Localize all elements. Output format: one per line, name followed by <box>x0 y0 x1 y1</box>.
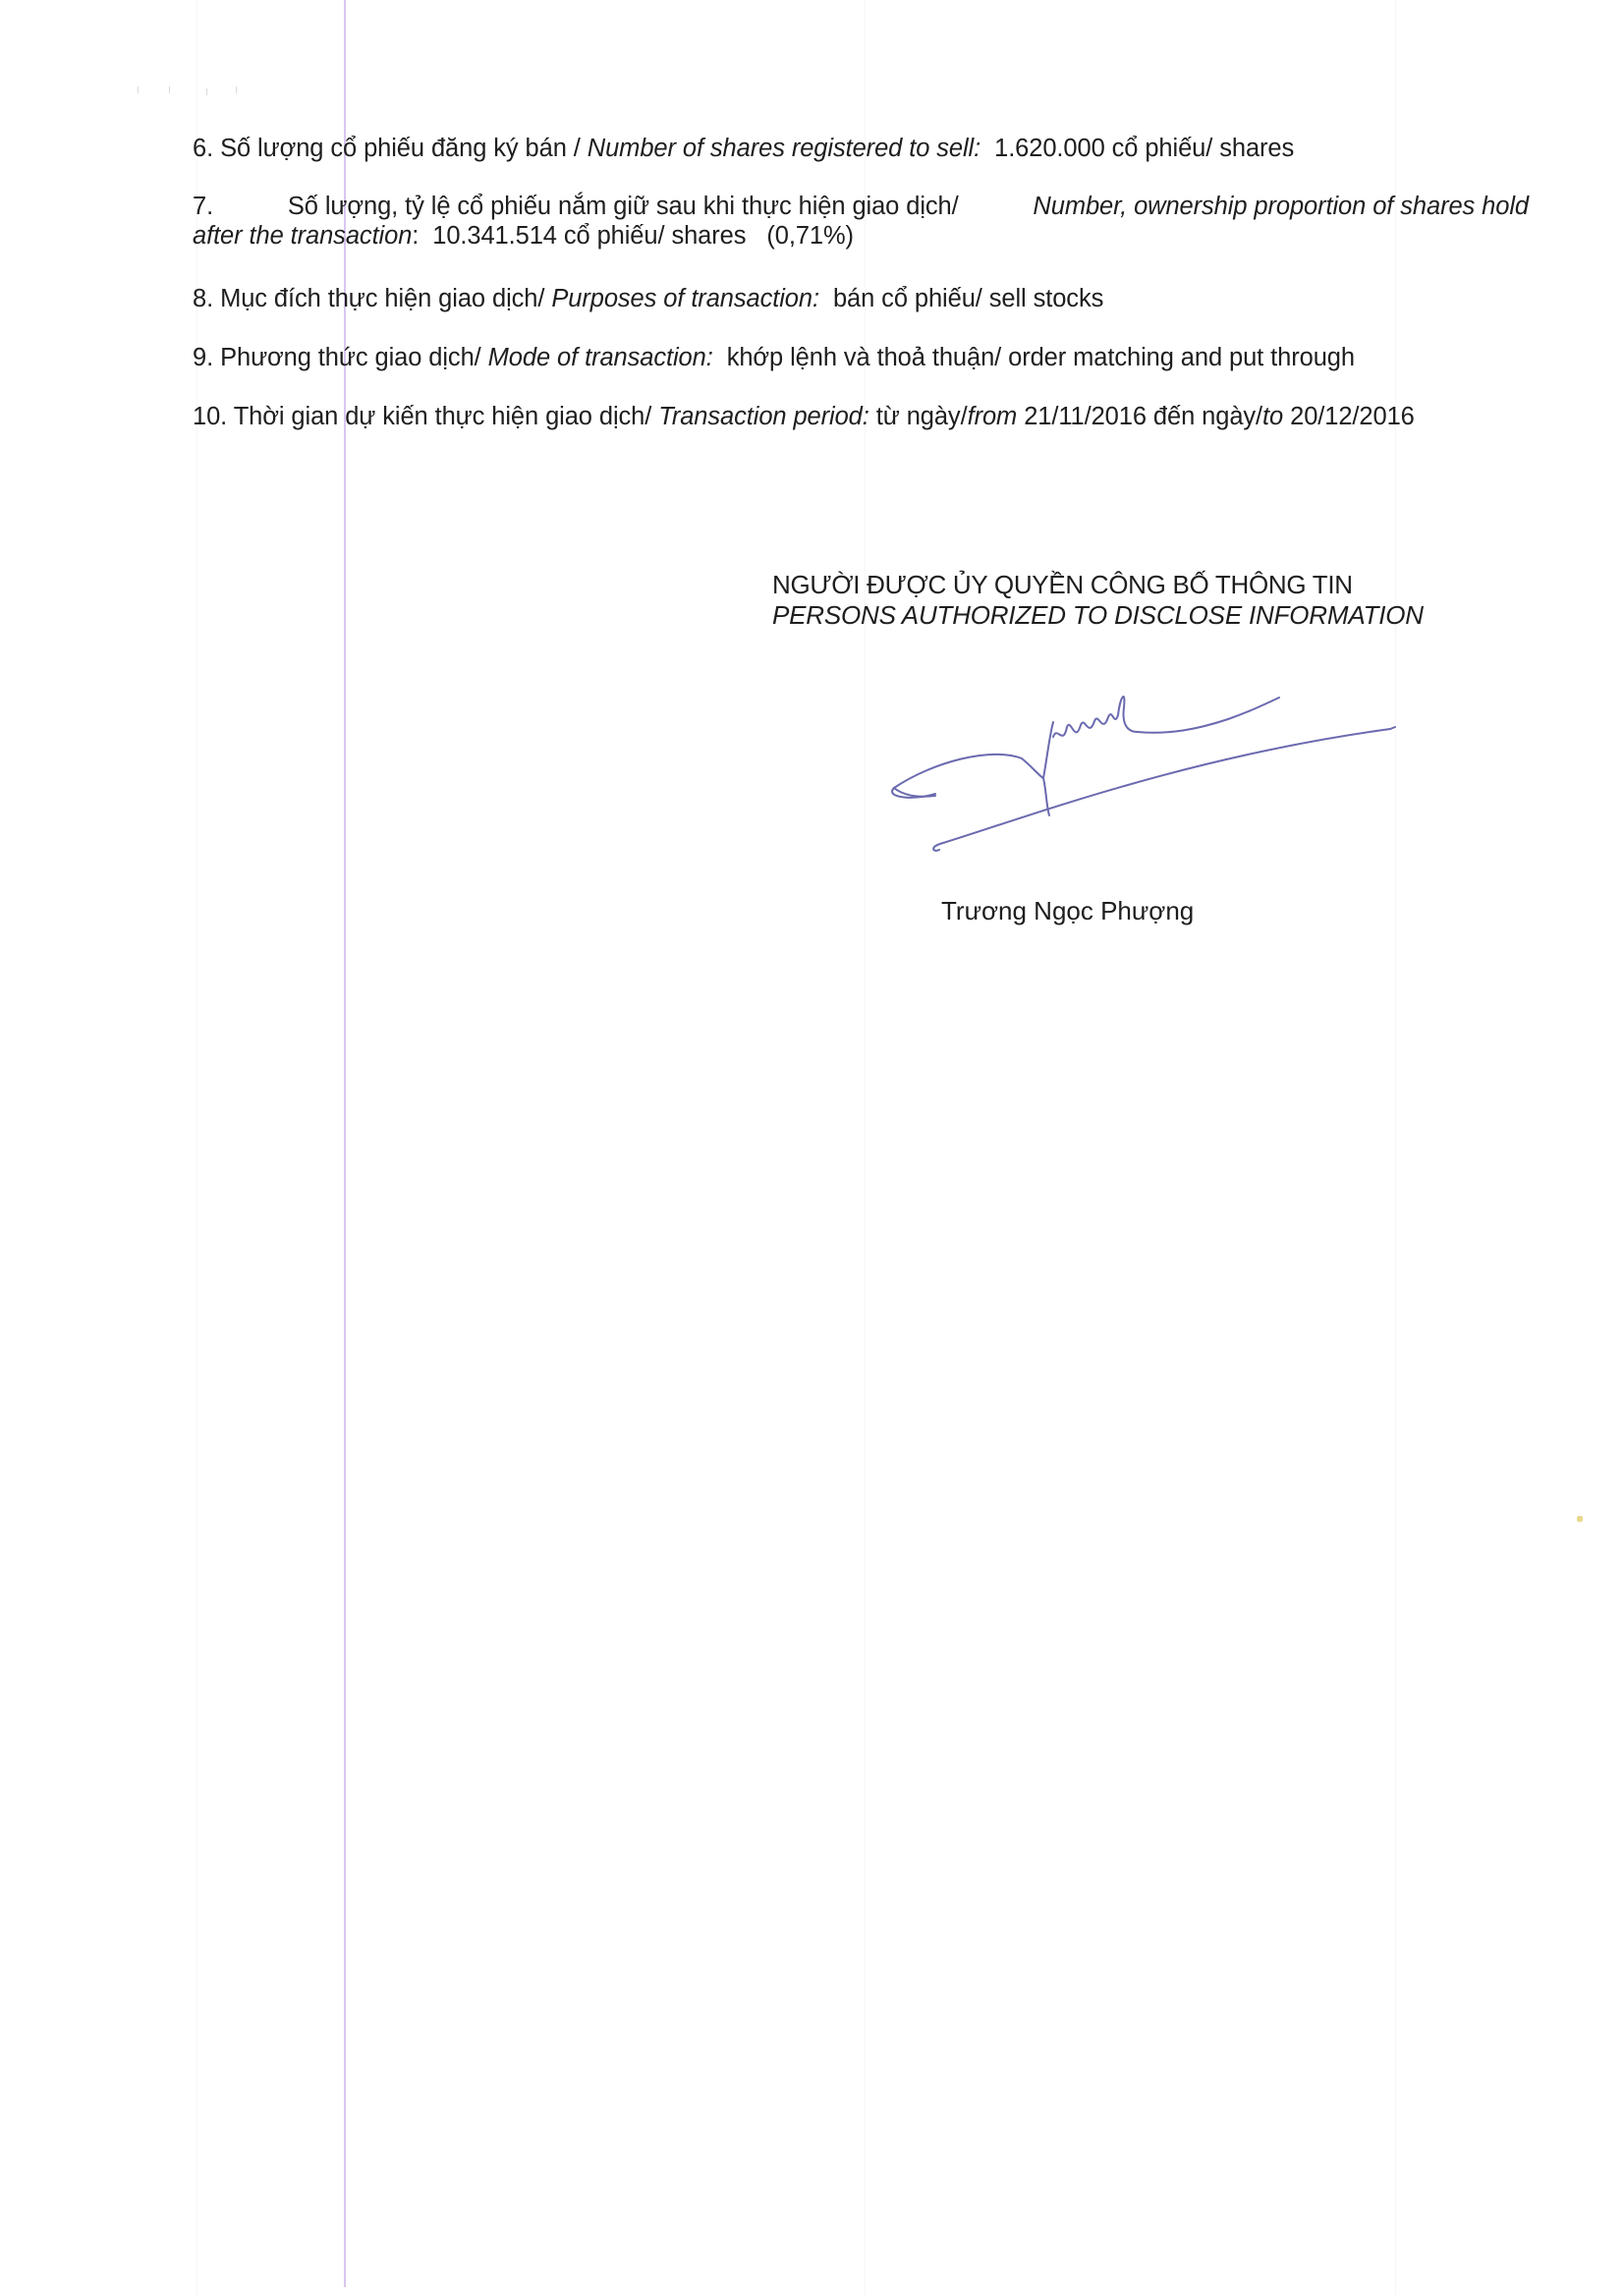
item-6 <box>193 134 1539 163</box>
signature-title-en: PERSONS AUTHORIZED TO DISCLOSE INFORMATION <box>772 600 1424 630</box>
scan-tick-mark <box>169 86 170 93</box>
item-10-from-date: 21/11/2016 <box>1024 403 1147 430</box>
item-8 <box>193 284 1539 313</box>
item-10-label-vi: Thời gian dự kiến thực hiện giao dịch/ <box>233 403 652 430</box>
item-7-number: 7. <box>193 193 214 220</box>
item-7-label-vi: Số lượng, tỷ lệ cổ phiếu nắm giữ sau khi thực hiện giao dịch/ <box>287 193 959 220</box>
item-7-value: 10.341.514 cổ phiếu/ shares <box>432 222 747 250</box>
item-6-number: 6. <box>193 135 214 162</box>
scan-tick-mark <box>138 86 139 93</box>
item-9-label-en: Mode of transaction: <box>487 344 713 371</box>
item-10-label-en: Transaction period: <box>658 403 869 430</box>
item-7-percent: (0,71%) <box>766 222 854 250</box>
item-9 <box>193 343 1539 372</box>
item-8-label-vi: Mục đích thực hiện giao dịch/ <box>220 285 545 312</box>
item-8-label-en: Purposes of transaction: <box>551 285 819 312</box>
item-9-value: khớp lệnh và thoả thuận/ order matching and put through <box>726 344 1355 371</box>
item-10-number: 10. <box>193 403 228 430</box>
item-7-label-en-line1: Number, ownership proportion of shares hold <box>1033 193 1529 220</box>
signature-block <box>772 570 1424 631</box>
item-9-number: 9. <box>193 344 214 371</box>
scan-tick-mark <box>206 88 207 95</box>
item-10-to-vi: đến ngày/ <box>1152 403 1263 430</box>
scan-tick-mark <box>236 86 237 93</box>
item-10-from-en: from <box>967 403 1018 430</box>
scan-speck <box>1577 1516 1583 1522</box>
signature-title-vi: NGƯỜI ĐƯỢC ỦY QUYỀN CÔNG BỐ THÔNG TIN <box>772 570 1353 599</box>
item-6-label-vi: Số lượng cổ phiếu đăng ký bán / <box>220 135 581 162</box>
item-8-value: bán cổ phiếu/ sell stocks <box>832 285 1104 312</box>
item-7: 7. Số lượng, tỷ lệ cổ phiếu nắm giữ sau khi thực hiện giao dịch/ Number, ownership proportion of shares hold after the transaction: 10.341.514 cổ phiếu/ shares (0,71%) <box>193 193 1529 250</box>
handwritten-signature-icon <box>874 678 1405 874</box>
item-8-number: 8. <box>193 285 214 312</box>
signer-name: Trương Ngọc Phượng <box>941 896 1195 925</box>
item-10 <box>193 402 1539 431</box>
item-10-from-vi: từ ngày/ <box>875 403 968 430</box>
item-10-to-en: to <box>1262 403 1284 430</box>
item-6-value: 1.620.000 cổ phiếu/ shares <box>994 135 1295 162</box>
item-7-label-en-line2: after the transaction <box>193 222 413 250</box>
item-6-label-en: Number of shares registered to sell: <box>587 135 981 162</box>
item-9-label-vi: Phương thức giao dịch/ <box>220 344 481 371</box>
item-10-to-date: 20/12/2016 <box>1290 403 1415 430</box>
